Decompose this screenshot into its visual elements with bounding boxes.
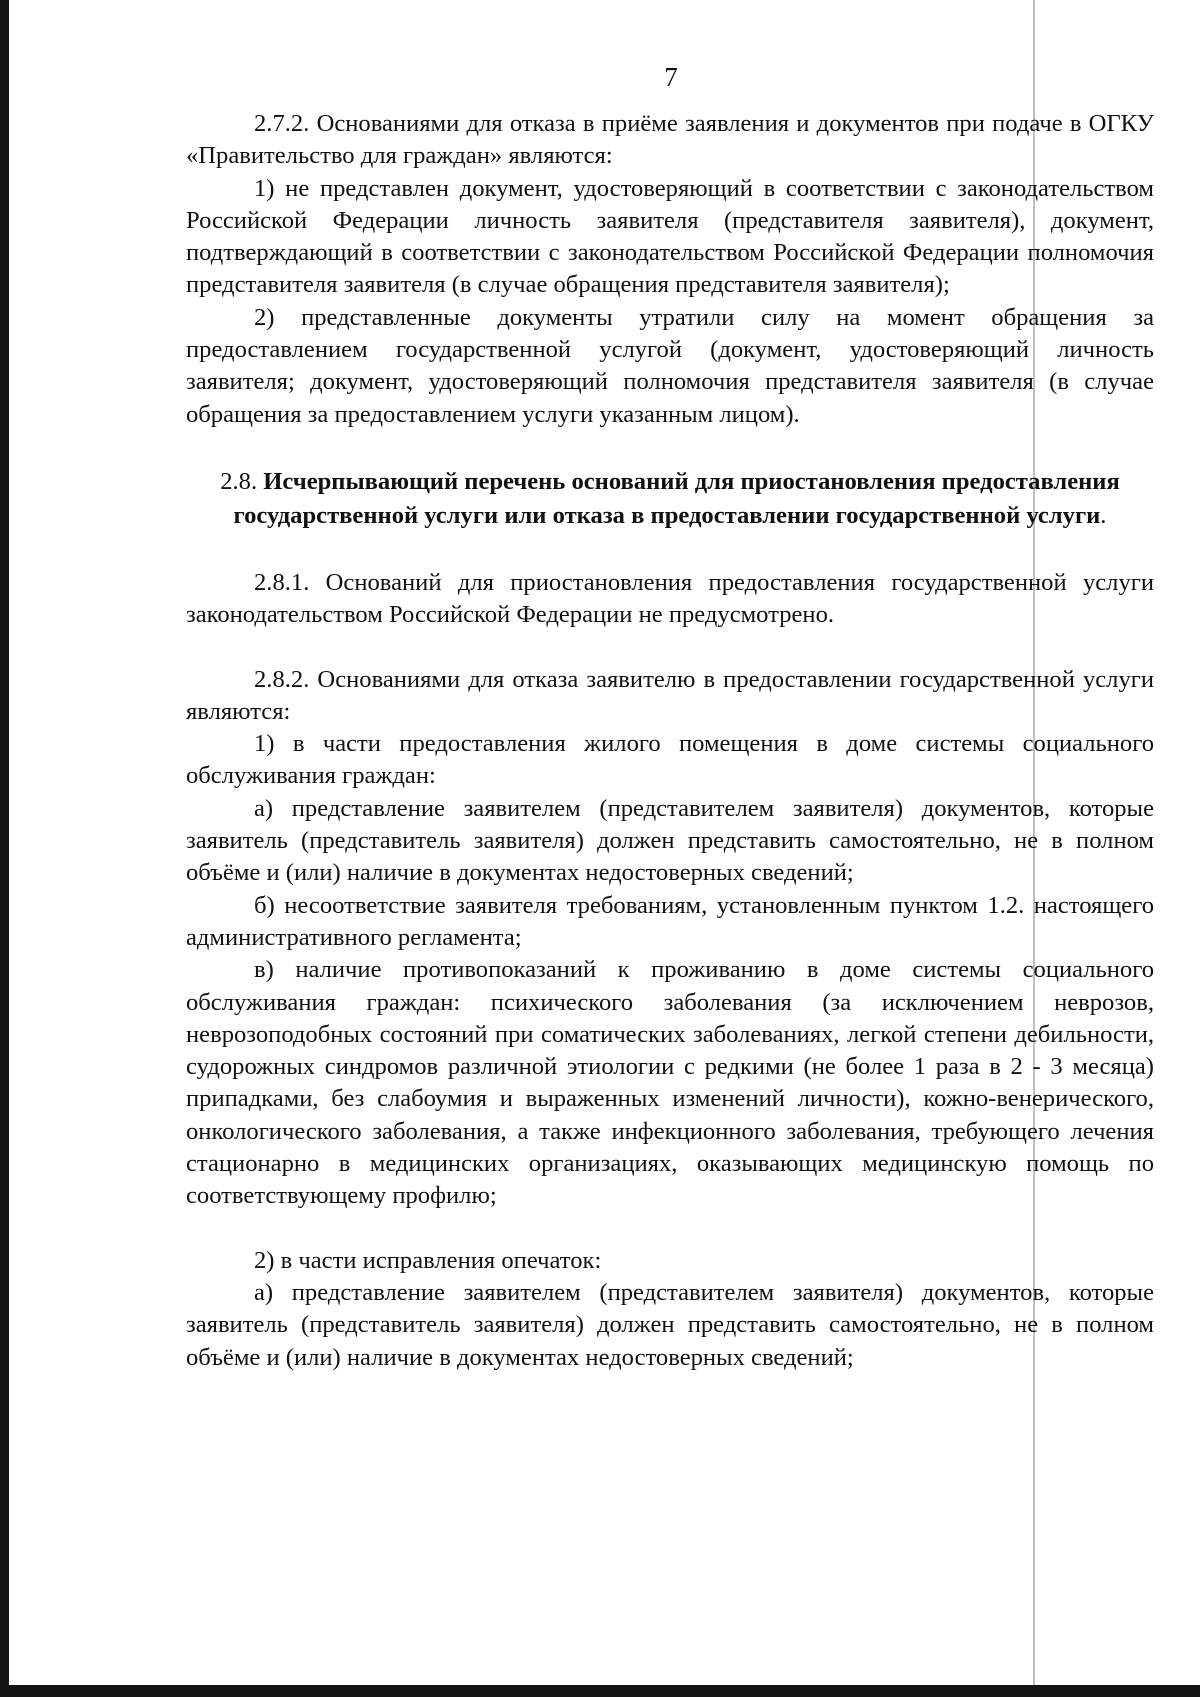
scan-bottom-border xyxy=(0,1685,1200,1697)
paragraph-2-7-2-item-2: 2) представленные документы утратили силу на момент обращения за предоставлением государственной услугой (документ, удостоверяющий личность заявителя; документ, удостоверяющий полномочия представителя заявителя (в случае обращения за предоставлением услуги указанным лицом). xyxy=(186,303,1154,428)
scan-left-border xyxy=(0,0,9,1690)
paragraph-2-8-2-item-2-a: а) представление заявителем (представителем заявителя) документов, которые заявитель (представитель заявителя) должен представить самостоятельно, не в полном объёме и (или) наличие в документах недостоверных сведений; xyxy=(186,1278,1154,1371)
document-body xyxy=(186,108,1154,1374)
paragraph-2-7-2-item-1: 1) не представлен документ, удостоверяющий в соответствии с законодательством Российской Федерации личность заявителя (представителя заявителя), документ, подтверждающий в соответствии с законодательством Российской Федерации полномочия представителя заявителя (в случае обращения представителя заявителя); xyxy=(186,174,1154,299)
paragraph-2-8-2-item-1: 1) в части предоставления жилого помещения в доме системы социального обслуживания граждан: xyxy=(186,730,1154,790)
section-heading-2-8 xyxy=(186,465,1154,533)
section-heading-title: Исчерпывающий перечень оснований для приостановления предоставления государственной услуги или отказа в предоставлении государственной услуги xyxy=(233,467,1120,529)
paragraph-2-7-2: 2.7.2. Основаниями для отказа в приёме заявления и документов при подаче в ОГКУ «Правительство для граждан» являются: xyxy=(186,110,1154,170)
section-heading-number: 2.8. xyxy=(220,467,258,495)
paragraph-2-8-1: 2.8.1. Оснований для приостановления предоставления государственной услуги законодательством Российской Федерации не предусмотрено. xyxy=(186,568,1154,629)
page-number: 7 xyxy=(664,62,678,92)
paragraph-2-8-2: 2.8.2. Основаниями для отказа заявителю в предоставлении государственной услуги являются: xyxy=(186,665,1154,725)
paragraph-2-8-2-item-1-b: б) несоответствие заявителя требованиям, установленным пунктом 1.2. настоящего административного регламента; xyxy=(186,891,1154,951)
paragraph-2-8-2-item-2: 2) в части исправления опечаток: xyxy=(254,1246,602,1274)
paragraph-2-8-2-item-1-v: в) наличие противопоказаний к проживанию в доме системы социального обслуживания граждан: психического заболевания (за исключением неврозов, неврозоподобных состояний при соматических заболеваниях, легкой степени дебильности, судорожных синдромов различной этиологии с редкими (не более 1 раза в 2 - 3 месяца) припадками, без слабоумия и выраженных изменений личности), кожно-венерического, онкологического заболевания, а также инфекционного заболевания, требующего лечения стационарно в медицинских организациях, оказывающих медицинскую помощь по соответствующему профилю; xyxy=(186,956,1154,1210)
section-heading-end: . xyxy=(1100,501,1107,529)
paragraph-2-8-2-item-1-a: а) представление заявителем (представителем заявителя) документов, которые заявитель (представитель заявителя) должен представить самостоятельно, не в полном объёме и (или) наличие в документах недостоверных сведений; xyxy=(186,794,1154,887)
